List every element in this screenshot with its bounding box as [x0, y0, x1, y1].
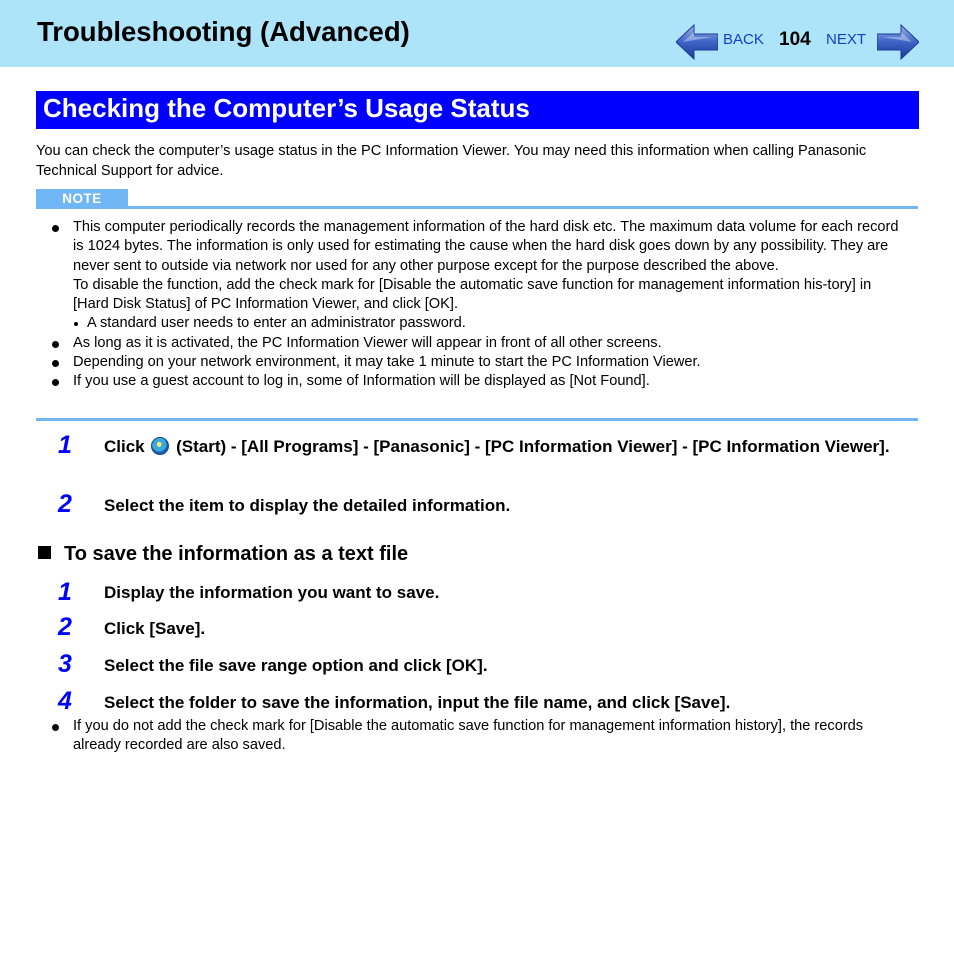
subheading [38, 542, 408, 566]
note-item [50, 353, 910, 372]
back-arrow-icon[interactable] [676, 24, 718, 60]
back-link[interactable]: BACK [723, 31, 764, 48]
note-item-text: As long as it is activated, the PC Information Viewer will appear in front of all other screens. [73, 334, 662, 351]
note-item-text: This computer periodically records the management information of the hard disk etc. The maximum data volume for each record is 1024 bytes. The information is only used for estimating the cause when the hard disk goes down by any possibility. They are never sent to outside via network nor used for any other purpose except for the purpose described the above. [73, 219, 899, 274]
step-text: Select the item to display the detailed information. [104, 496, 511, 515]
step-number: 2 [58, 490, 72, 518]
section-title: Checking the Computer’s Usage Status [43, 93, 530, 123]
note-item [50, 218, 910, 314]
note-item-text: If you do not add the check mark for [Disable the automatic save function for management information history], the records already recorded are also saved. [73, 718, 864, 754]
step-text: Click [Save]. [104, 619, 206, 638]
page-header [0, 0, 954, 67]
page-number: 104 [779, 29, 811, 50]
step-text: Display the information you want to save. [104, 583, 440, 602]
bullet-dot-icon [52, 341, 59, 348]
section-title-bar [36, 91, 919, 129]
step-text [104, 435, 914, 459]
step-text: Select the folder to save the information, input the file name, and click [Save]. [104, 693, 731, 712]
step-text-after: (Start) - [All Programs] - [Panasonic] - [PC Information Viewer] - [PC Information Viewer]. [176, 437, 890, 456]
next-link[interactable]: NEXT [826, 31, 867, 48]
note-item [50, 717, 910, 756]
next-arrow-icon[interactable] [877, 24, 919, 60]
bullet-dot-icon [52, 724, 59, 731]
note-sub-item-text: A standard user needs to enter an administrator password. [87, 315, 466, 332]
note-list [50, 218, 910, 392]
save-note [50, 717, 910, 756]
note-item-text: Depending on your network environment, it may take 1 minute to start the PC Information Viewer. [73, 354, 701, 371]
note-item-extra: To disable the function, add the check mark for [Disable the automatic save function for management information his-tory] in [Hard Disk Status] of PC Information Viewer, and click [OK]. [73, 276, 872, 313]
bullet-dot-icon [52, 360, 59, 367]
step-number: 4 [58, 687, 72, 715]
sub-bullet-dot-icon [74, 322, 78, 326]
step-number: 1 [58, 578, 72, 606]
note-item [50, 334, 910, 353]
step-text: Select the file save range option and click [OK]. [104, 656, 488, 675]
square-bullet-icon [38, 546, 51, 559]
step-number: 2 [58, 613, 72, 641]
step-number: 3 [58, 650, 72, 678]
subheading-text: To save the information as a text file [64, 543, 409, 565]
note-item-text: If you use a guest account to log in, some of Information will be displayed as [Not Found]. [73, 373, 650, 390]
note-top-rule [36, 206, 918, 209]
note-label: NOTE [36, 189, 128, 207]
windows-start-icon [151, 437, 169, 455]
step-text-before: Click [104, 437, 145, 456]
bullet-dot-icon [52, 379, 59, 386]
step-number: 1 [58, 431, 72, 459]
intro-paragraph: You can check the computer’s usage status in the PC Information Viewer. You may need this information when calling Panasonic Technical Support for advice. [36, 143, 867, 179]
page-title: Troubleshooting (Advanced) [37, 16, 410, 47]
note-item [50, 372, 910, 391]
bullet-dot-icon [52, 225, 59, 232]
note-sub-item [50, 314, 910, 333]
note-bottom-rule [36, 418, 918, 421]
